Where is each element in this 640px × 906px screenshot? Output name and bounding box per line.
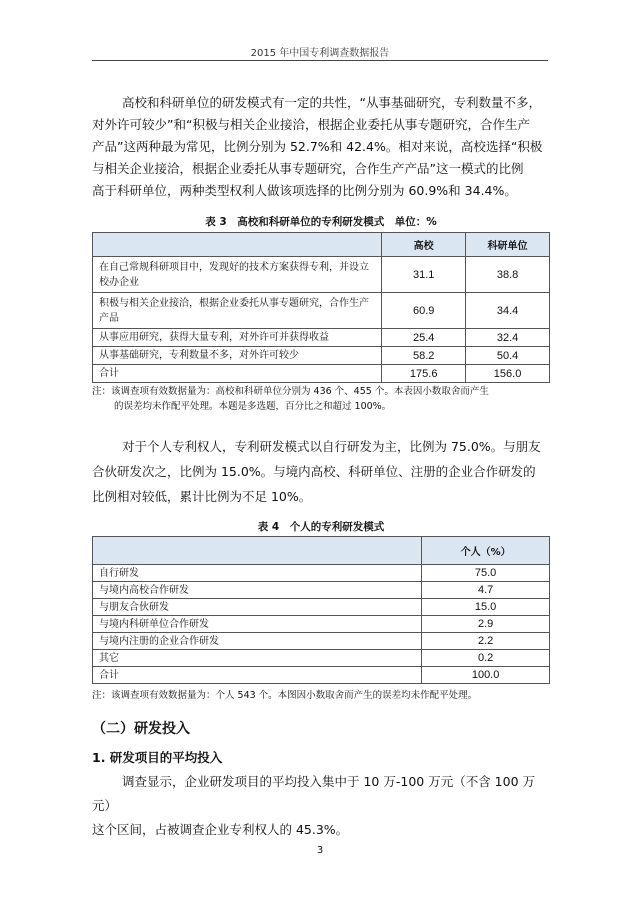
- subsection-heading: 1. 研发项目的平均投入: [92, 750, 223, 765]
- table4-caption: 表 4 个人的专利研发模式: [257, 521, 385, 533]
- value-cell: 75.0: [422, 565, 550, 582]
- table-row: [93, 633, 550, 650]
- value-cell: 100.0: [422, 667, 550, 684]
- table-row: [93, 257, 550, 293]
- row-label: 合计: [93, 667, 422, 684]
- table-row: [93, 599, 550, 616]
- row-label: 与境内科研单位合作研发: [93, 616, 422, 633]
- table-header-row: [93, 233, 550, 257]
- paragraph-line: 高校和科研单位的研发模式有一定的共性，“从事基础研究，专利数量不多，: [122, 95, 541, 110]
- value-cell: 156.0: [466, 365, 550, 383]
- value-cell: 0.2: [422, 650, 550, 667]
- table-row: [93, 650, 550, 667]
- value-cell: 2.9: [422, 616, 550, 633]
- table-row: [93, 616, 550, 633]
- value-cell: 32.4: [466, 329, 550, 347]
- table-total-row: [93, 667, 550, 684]
- table-header-row: [93, 537, 550, 565]
- value-cell: 38.8: [466, 257, 550, 293]
- value-cell: 31.1: [382, 257, 466, 293]
- paragraph-line: 比例相对较低，累计比例为不足 10%。: [92, 489, 312, 504]
- row-label: 自行研发: [93, 565, 422, 582]
- row-label: 与朋友合伙研发: [93, 599, 422, 616]
- table-row: [93, 293, 550, 329]
- paragraph-line: 调查显示，企业研发项目的平均投入集中于 10 万-100 万元（不含 100 万元）: [92, 774, 536, 813]
- value-cell: 4.7: [422, 582, 550, 599]
- note-line: 注：该调查项有效数据量为：高校和科研单位分别为 436 个、455 个。本表因小数取舍而产生: [92, 386, 489, 397]
- row-label: 其它: [93, 650, 422, 667]
- table3-note: [92, 384, 562, 414]
- row-label: 积极与相关企业接洽，根据企业委托从事专题研究，合作生产产品: [93, 293, 382, 329]
- paragraph-rd-investment: [92, 770, 550, 842]
- value-cell: 34.4: [466, 293, 550, 329]
- table4: [92, 536, 550, 684]
- table3: [92, 232, 550, 383]
- row-label: 合计: [93, 365, 382, 383]
- value-cell: 2.2: [422, 633, 550, 650]
- paragraph-individual-mode: [92, 434, 550, 509]
- table-header-cell: 科研单位: [466, 233, 550, 257]
- paragraph-line: 与相关企业接洽，根据企业委托从事专题研究，合作生产产品”这一模式的比例: [92, 161, 524, 176]
- running-header: 2015 年中国专利调查数据报告: [250, 48, 390, 59]
- value-cell: 50.4: [466, 347, 550, 365]
- paragraph-line: 高于科研单位，两种类型权利人做该项选择的比例分别为 60.9%和 34.4%。: [92, 183, 517, 198]
- table-row: [93, 565, 550, 582]
- row-label: 与境内注册的企业合作研发: [93, 633, 422, 650]
- section-heading: （二）研发投入: [92, 721, 190, 737]
- value-cell: 60.9: [382, 293, 466, 329]
- paragraph-research-mode: [92, 92, 550, 202]
- table-row: [93, 582, 550, 599]
- value-cell: 25.4: [382, 329, 466, 347]
- page-number: 3: [316, 845, 324, 856]
- table-header-cell: [93, 233, 382, 257]
- value-cell: 58.2: [382, 347, 466, 365]
- table-row: [93, 329, 550, 347]
- table-total-row: [93, 365, 550, 383]
- row-label: 从事基础研究，专利数量不多，对外许可较少: [93, 347, 382, 365]
- paragraph-line: 合伙研发次之，比例为 15.0%。与境内高校、科研单位、注册的企业合作研发的: [92, 464, 536, 479]
- table-row: [93, 347, 550, 365]
- note-line: 的误差均未作配平处理。本题是多选题，百分比之和超过 100%。: [114, 401, 392, 412]
- table3-caption: 表 3 高校和科研单位的专利研发模式 单位：%: [205, 216, 437, 228]
- row-label: 从事应用研究，获得大量专利，对外许可并获得收益: [93, 329, 382, 347]
- paragraph-line: 产品”这两种最为常见，比例分别为 52.7%和 42.4%。相对来说，高校选择“积极: [92, 139, 543, 154]
- value-cell: 175.6: [382, 365, 466, 383]
- row-label: 与境内高校合作研发: [93, 582, 422, 599]
- value-cell: 15.0: [422, 599, 550, 616]
- table-header-cell: 高校: [382, 233, 466, 257]
- table-header-cell: 个人（%）: [422, 537, 550, 565]
- paragraph-line: 这个区间，占被调查企业专利权人的 45.3%。: [92, 822, 349, 837]
- row-label: 在自己常规科研项目中，发现好的技术方案获得专利，并设立校办企业: [93, 257, 382, 293]
- paragraph-line: 对外许可较少”和“积极与相关企业接洽，根据企业委托从事专题研究，合作生产: [92, 117, 530, 132]
- header-rule: [92, 60, 548, 61]
- table4-note: 注：该调查项有效数据量为：个人 543 个。本图因小数取舍而产生的误差均未作配平处理。: [92, 690, 478, 701]
- paragraph-line: 对于个人专利权人，专利研发模式以自行研发为主，比例为 75.0%。与朋友: [122, 439, 541, 454]
- table-header-cell: [93, 537, 422, 565]
